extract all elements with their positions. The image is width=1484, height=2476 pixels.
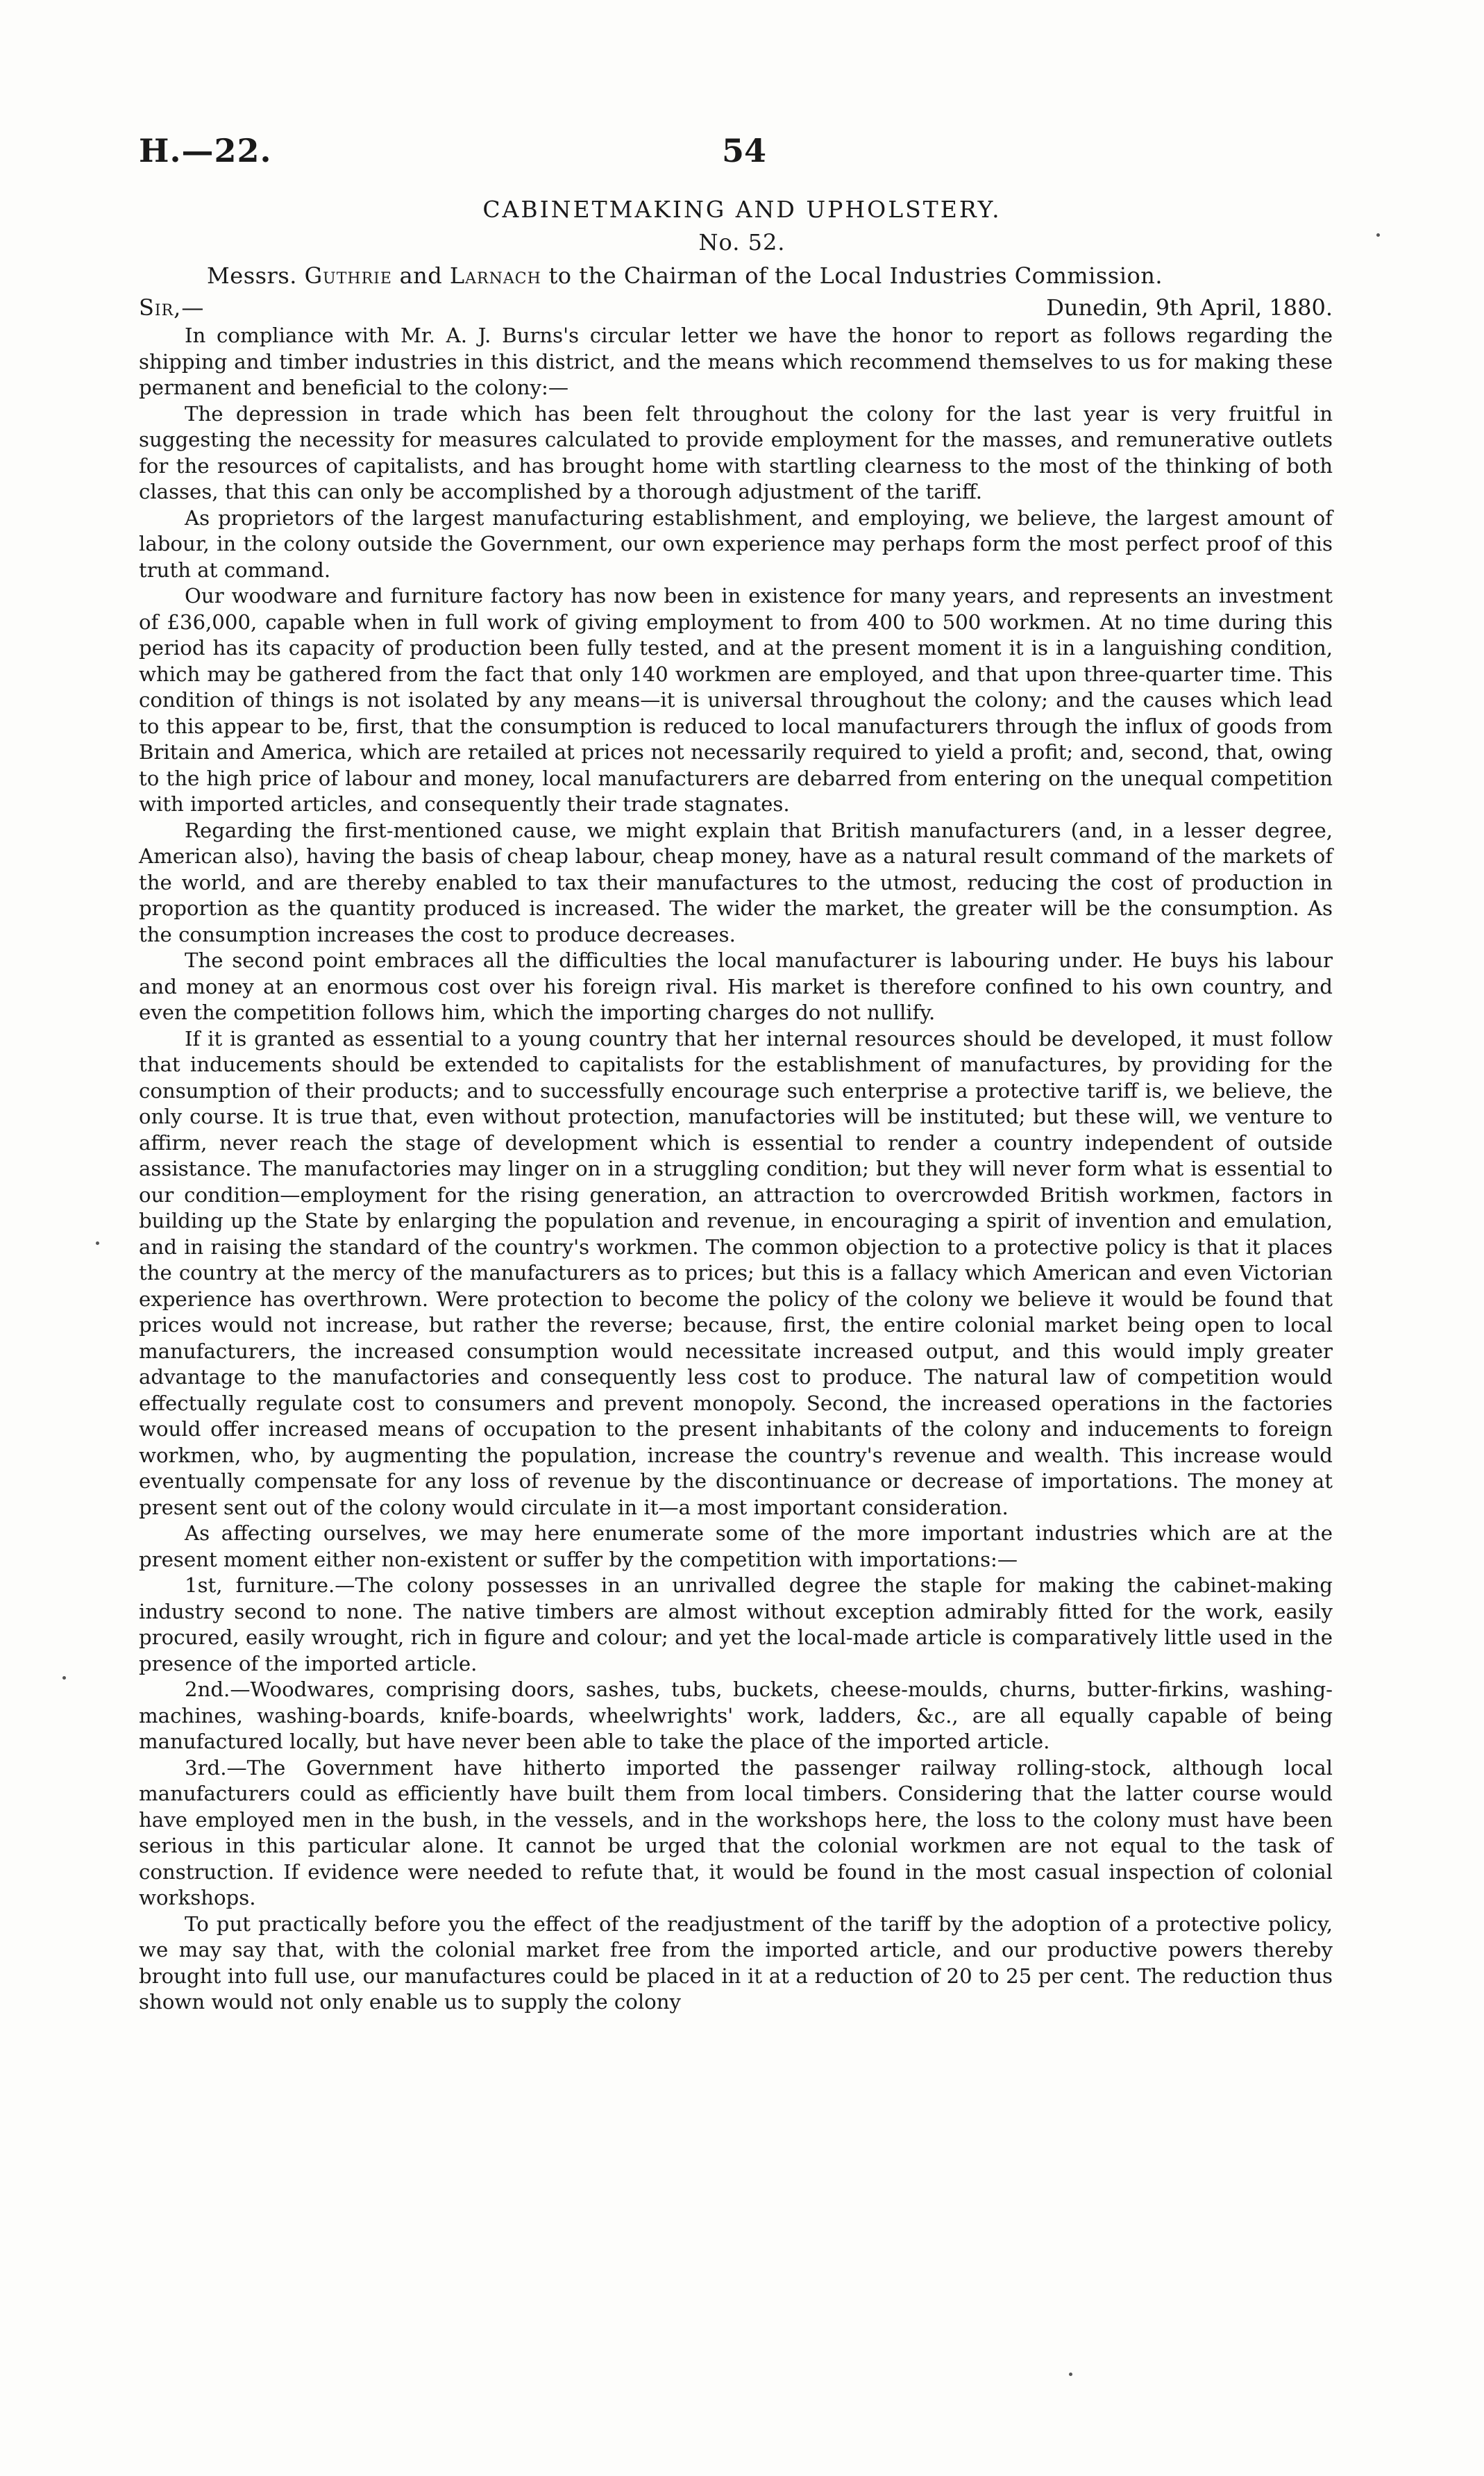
salutation-row	[139, 294, 1333, 322]
paragraph: Our woodware and furniture factory has now been in existence for many years, and represents an investment of £36,000, capable when in full work of giving employment to from 400 to 500 workmen. At no time during this period has its capacity of production been fully tested, and at the present moment it is in a languishing condition, which may be gathered from the fact that only 140 workmen are employed, and that upon three-quarter time. This condition of things is not isolated by any means—it is universal throughout the colony; and the causes which lead to this appear to be, first, that the consumption is reduced to local manufacturers through the influx of goods from Britain and America, which are retailed at prices not necessarily required to yield a profit; and, second, that, owing to the high price of labour and money, local manufacturers are debarred from entering on the unequal competition with imported articles, and consequently their trade stagnates.	[139, 584, 1333, 816]
paragraph: 2nd.—Woodwares, comprising doors, sashes, tubs, buckets, cheese-moulds, churns, butter-firkins, washing-machines, washing-boards, knife-boards, wheelwrights' work, ladders, &c., are all equally capable of being manufactured locally, but have never been able to take the place of the imported article.	[139, 1678, 1333, 1753]
section-title: CABINETMAKING AND UPHOLSTERY.	[482, 196, 1002, 223]
address-and: and	[399, 262, 443, 289]
paragraph: The second point embraces all the difficulties the local manufacturer is labouring under. He buys his labour and money at an enormous cost over his foreign rival. His market is therefore confined to his own country, and even the competition follows him, which the importing charges do not nullify.	[139, 948, 1333, 1024]
paragraph: In compliance with Mr. A. J. Burns's circular letter we have the honor to report as follows regarding the shipping and timber industries in this district, and the means which recommend themselves to us for making these permanent and beneficial to the colony:—	[139, 324, 1333, 399]
page-number: 54	[722, 132, 767, 169]
address-name-guthrie: Guthrie	[304, 262, 392, 289]
print-speck	[1376, 233, 1380, 237]
print-speck	[1069, 2373, 1072, 2376]
paragraph: Regarding the first-mentioned cause, we might explain that British manufacturers (and, in a lesser degree, American also), having the basis of cheap labour, cheap money, have as a natural result command of the markets of the world, and are thereby enabled to tax their manufactures to the utmost, reducing the cost of production in proportion as the quantity produced is increased. The wider the market, the greater will be the consumption. As the consumption increases the cost to produce decreases.	[139, 818, 1333, 946]
paragraph: As proprietors of the largest manufacturing establishment, and employing, we believe, the largest amount of labour, in the colony outside the Government, our own experience may perhaps form the most perfect proof of this truth at command.	[139, 505, 1333, 582]
document-number: No. 52.	[698, 229, 786, 256]
print-speck	[62, 1676, 66, 1680]
salutation: Sir,—	[139, 294, 205, 321]
dateline: Dunedin, 9th April, 1880.	[1046, 294, 1333, 321]
page-reference: H.—22.	[139, 132, 272, 169]
address-name-larnach: Larnach	[449, 262, 541, 289]
paragraph: If it is granted as essential to a young country that her internal resources should be developed, it must follow that inducements should be extended to capitalists for the establishment of manufactures, by providing for the consumption of their products; and to successfully encourage such enterprise a protective tariff is, we believe, the only course. It is true that, even without protection, manufactories will be instituted; but these will, we venture to affirm, never reach the stage of development which is essential to render a country independent of outside assistance. The manufactories may linger on in a struggling condition; but they will never form what is essential to our condition—employment for the rising generation, an attraction to overcrowded British workmen, factors in building up the State by enlarging the population and revenue, in encouraging a spirit of invention and emulation, and in raising the standard of the country's workmen. The common objection to a protective policy is that it places the country at the mercy of the manufacturers as to prices; but this is a fallacy which American and even Victorian experience has overthrown. Were protection to become the policy of the colony we believe it would be found that prices would not increase, but rather the reverse; because, first, the entire colonial market being open to local manufacturers, the increased consumption would necessitate increased output, and this would imply greater advantage to the manufactories and consequently less cost to produce. The natural law of competition would effectually regulate cost to consumers and prevent monopoly. Second, the increased operations in the factories would offer increased means of occupation to the present inhabitants of the colony and inducements to foreign workmen, who, by augmenting the population, increase the country's revenue and wealth. This increase would eventually compensate for any loss of revenue by the discontinuance or decrease of importations. The money at present sent out of the colony would circulate in it—a most important consideration.	[139, 1026, 1333, 1519]
paragraph: To put practically before you the effect of the readjustment of the tariff by the adoption of a protective policy, we may say that, with the colonial market free from the imported article, and our productive powers thereby brought into full use, our manufactures could be placed in it at a reduction of 20 to 25 per cent. The reduction thus shown would not only enable us to supply the colony	[139, 1912, 1333, 2014]
paragraph: 3rd.—The Government have hitherto imported the passenger railway rolling-stock, although local manufacturers could as efficiently have built them from local timbers. Considering that the latter course would have employed men in the bush, in the vessels, and in the workshops here, the loss to the colony must have been serious in this particular alone. It cannot be urged that the colonial workmen are not equal to the task of construction. If evidence were needed to refute that, it would be found in the most casual inspection of colonial workshops.	[139, 1755, 1333, 1909]
print-speck	[96, 1241, 99, 1245]
paragraph: 1st, furniture.—The colony possesses in an unrivalled degree the staple for making the cabinet-making industry second to none. The native timbers are almost without exception admirably fitted for the work, easily procured, easily wrought, rich in figure and colour; and yet the local-made article is comparatively little used in the presence of the imported article.	[139, 1573, 1333, 1675]
address-suffix: to the Chairman of the Local Industries Commission.	[548, 262, 1163, 289]
address-line	[207, 262, 1163, 289]
address-prefix: Messrs.	[207, 262, 297, 289]
page-header	[139, 132, 1333, 174]
paragraph: As affecting ourselves, we may here enumerate some of the more important industries which are at the present moment either non-existent or suffer by the competition with importations:—	[139, 1521, 1333, 1571]
paragraph: The depression in trade which has been felt throughout the colony for the last year is very fruitful in suggesting the necessity for measures calculated to provide employment for the masses, and remunerative outlets for the resources of capitalists, and has brought home with startling clearness to the most of the thinking of both classes, that this can only be accomplished by a thorough adjustment of the tariff.	[139, 401, 1333, 503]
letter-body	[139, 323, 1333, 2016]
